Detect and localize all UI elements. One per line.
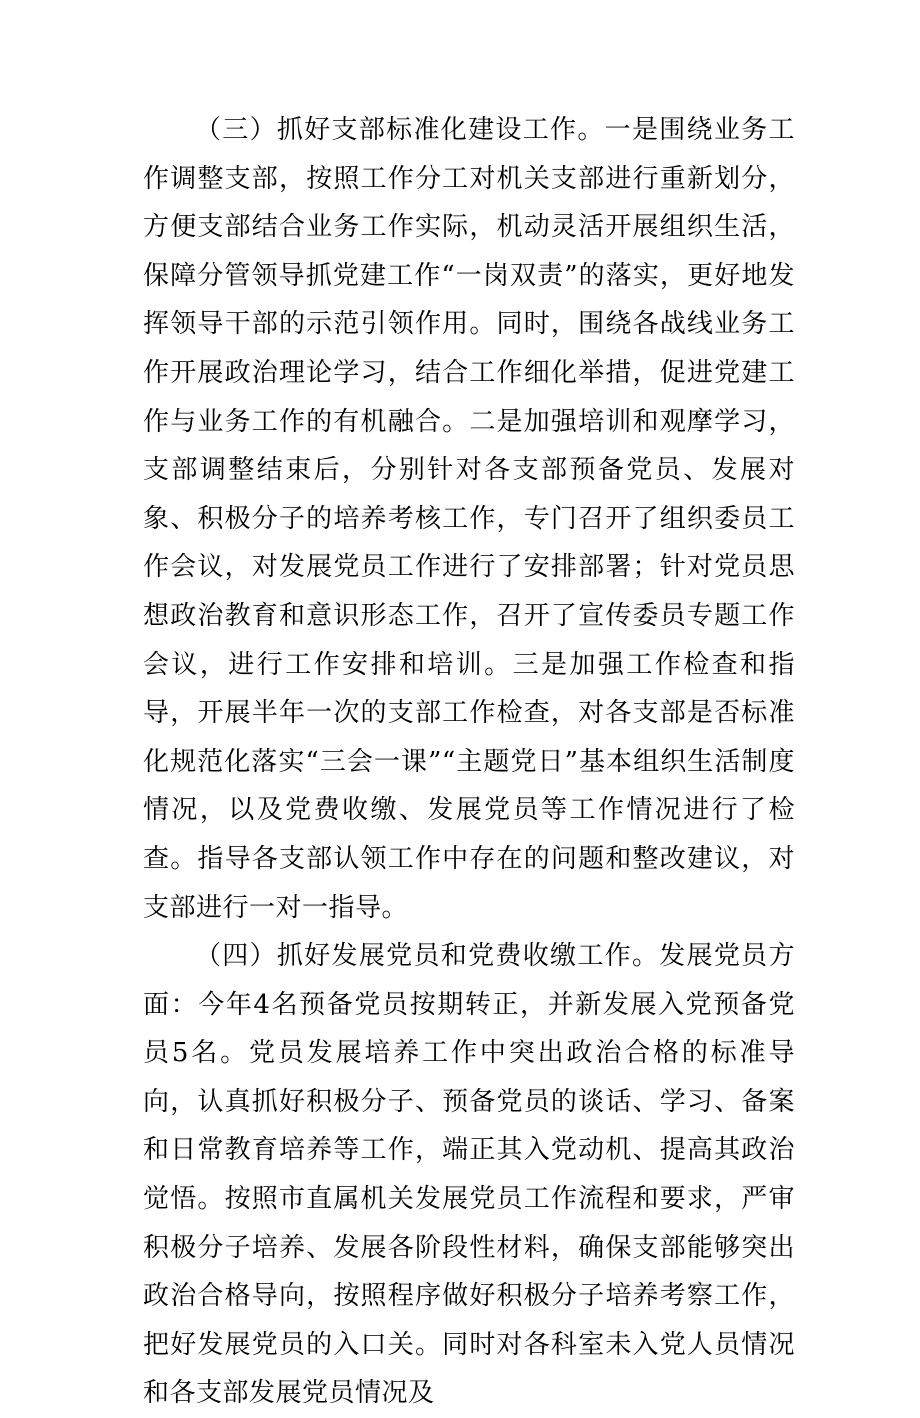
document-body <box>143 106 795 1418</box>
paragraph-section-four: （四）抓好发展党员和党费收缴工作。发展党员方面：今年4名预备党员按期转正，并新发展入党预备党员5名。党员发展培养工作中突出政治合格的标准导向，认真抓好积极分子、预备党员的谈话、学习、备案和日常教育培养等工作，端正其入党动机、提高其政治觉悟。按照市直属机关发展党员工作流程和要求，严审积极分子培养、发展各阶段性材料，确保支部能够突出政治合格导向，按照程序做好积极分子培养考察工作，把好发展党员的入口关。同时对各科室未入党人员情况和各支部发展党员情况及 <box>143 941 795 1409</box>
paragraph-section-three: （三）抓好支部标准化建设工作。一是围绕业务工作调整支部，按照工作分工对机关支部进行重新划分，方便支部结合业务工作实际，机动灵活开展组织生活，保障分管领导抓党建工作“一岗双责”的落实，更好地发挥领导干部的示范引领作用。同时，围绕各战线业务工作开展政治理论学习，结合工作细化举措，促进党建工作与业务工作的有机融合。二是加强培训和观摩学习，支部调整结束后，分别针对各支部预备党员、发展对象、积极分子的培养考核工作，专门召开了组织委员工作会议，对发展党员工作进行了安排部署；针对党员思想政治教育和意识形态工作，召开了宣传委员专题工作会议，进行工作安排和培训。三是加强工作检查和指导，开展半年一次的支部工作检查，对各支部是否标准化规范化落实“三会一课”“主题党日”基本组织生活制度情况，以及党费收缴、发展党员等工作情况进行了检查。指导各支部认领工作中存在的问题和整改建议，对支部进行一对一指导。 <box>143 115 795 923</box>
